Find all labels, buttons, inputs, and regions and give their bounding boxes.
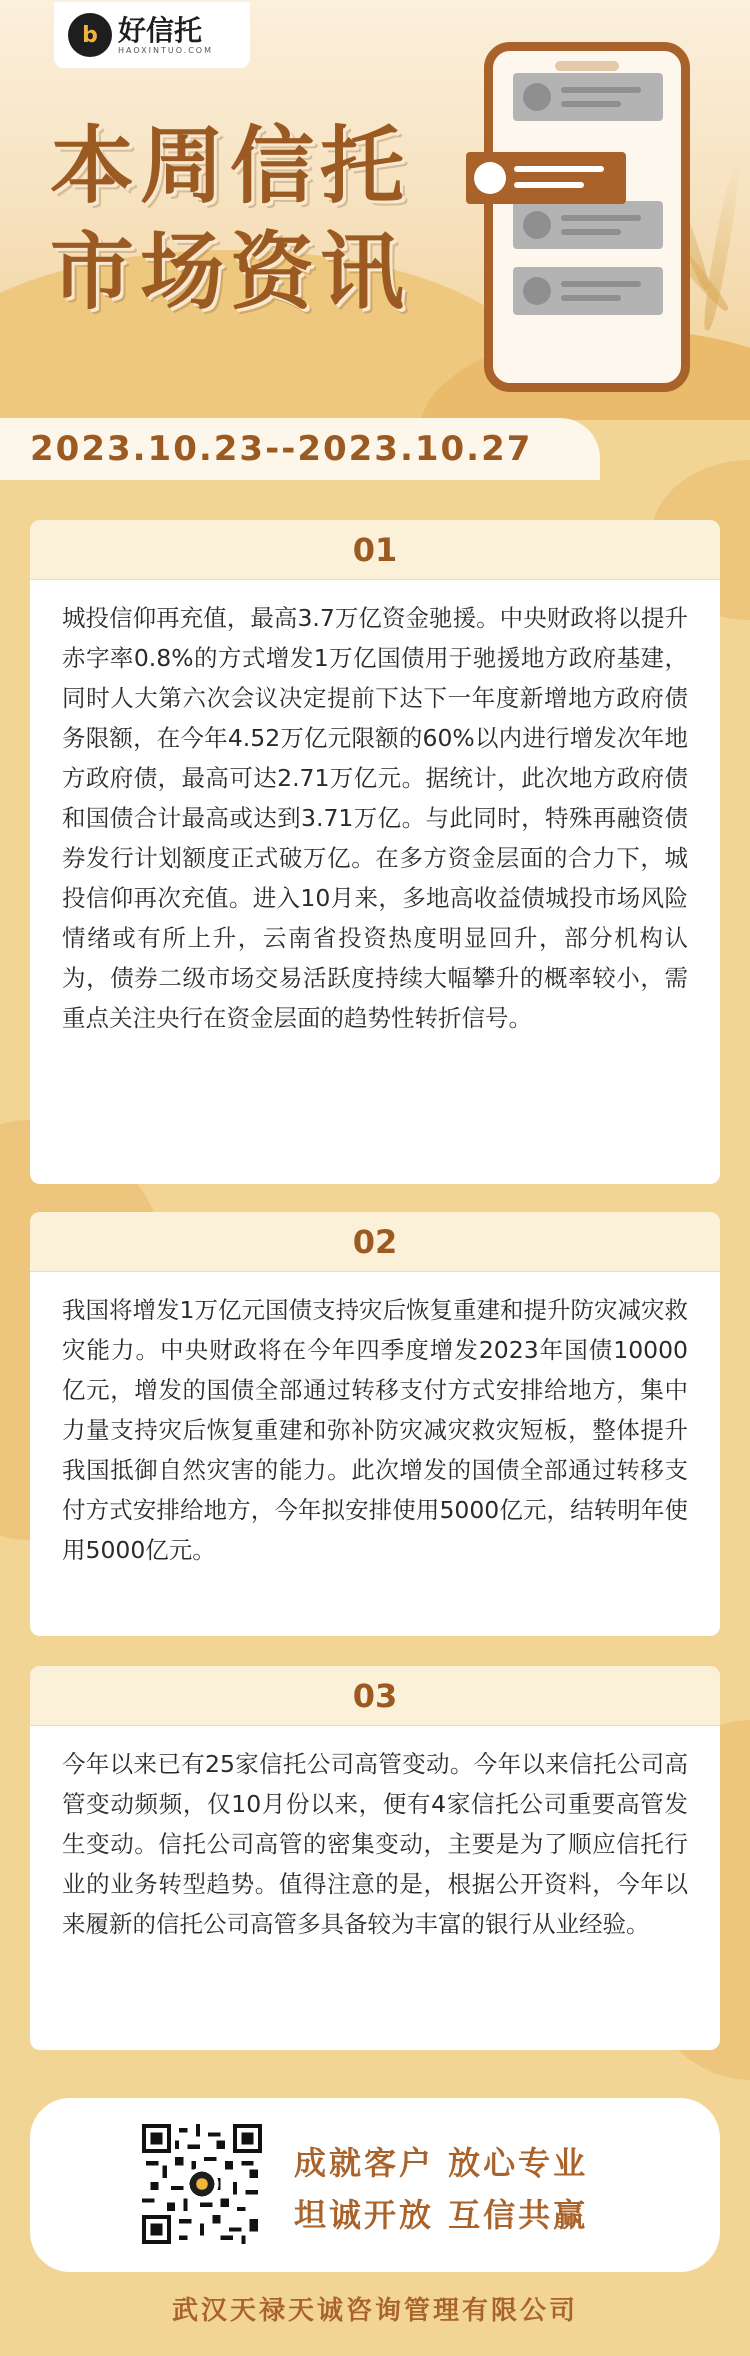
brand-url: HAOXINTUO.COM bbox=[118, 45, 213, 55]
phone-illustration-icon bbox=[484, 42, 690, 392]
brand-name: 好信托 bbox=[118, 13, 203, 47]
card-number: 03 bbox=[352, 1676, 398, 1715]
header-banner bbox=[0, 0, 750, 420]
logo-mark-icon: b bbox=[68, 13, 112, 57]
card-number: 02 bbox=[352, 1222, 398, 1261]
news-card-02 bbox=[30, 1212, 720, 1636]
page-title-line1: 本周信托 bbox=[50, 117, 411, 215]
card-header bbox=[30, 1212, 720, 1272]
card-header bbox=[30, 520, 720, 580]
slogan-line1: 成就客户 放心专业 bbox=[294, 2144, 589, 2182]
chat-bubble-icon bbox=[513, 267, 663, 315]
card-number: 01 bbox=[352, 530, 398, 569]
chat-bubble-highlight-icon bbox=[466, 152, 626, 204]
card-text: 今年以来已有25家信托公司高管变动。今年以来信托公司高管变动频频，仅10月份以来，便有4家信托公司重要高管发生变动。信托公司高管的密集变动，主要是为了顺应信托行业的业务转型趋势。值得注意的是，根据公开资料，今年以来履新的信托公司高管多具备较为丰富的银行从业经验。 bbox=[62, 1750, 688, 1938]
company-name: 武汉天禄天诚咨询管理有限公司 bbox=[171, 2296, 578, 2326]
qr-code-icon[interactable] bbox=[142, 2124, 262, 2244]
brand-logo[interactable] bbox=[54, 2, 250, 68]
date-range: 2023.10.23--2023.10.27 bbox=[30, 429, 533, 469]
chat-bubble-icon bbox=[513, 73, 663, 121]
slogan-line2: 坦诚开放 互信共赢 bbox=[294, 2196, 589, 2234]
date-ribbon bbox=[0, 418, 600, 480]
footer-card bbox=[30, 2098, 720, 2272]
card-text: 城投信仰再充值，最高3.7万亿资金驰援。中央财政将以提升赤字率0.8%的方式增发1万亿国债用于驰援地方政府基建，同时人大第六次会议决定提前下达下一年度新增地方政府债务限额，在今年4.52万亿元限额的60%以内进行增发次年地方政府债，最高可达2.71万亿元。据统计，此次地方政府债和国债合计最高或达到3.71万亿。与此同时，特殊再融资债券发行计划额度正式破万亿。在多方资金层面的合力下，城投信仰再次充值。进入10月来，多地高收益债城投市场风险情绪或有所上升，云南省投资热度明显回升，部分机构认为，债券二级市场交易活跃度持续大幅攀升的概率较小，需重点关注央行在资金层面的趋势性转折信号。 bbox=[62, 604, 688, 1032]
card-header bbox=[30, 1666, 720, 1726]
news-card-01 bbox=[30, 520, 720, 1184]
page-title-line2: 市场资讯 bbox=[50, 223, 411, 321]
chat-bubble-icon bbox=[513, 201, 663, 249]
phone-notch bbox=[555, 61, 619, 71]
news-card-03 bbox=[30, 1666, 720, 2050]
card-text: 我国将增发1万亿元国债支持灾后恢复重建和提升防灾减灾救灾能力。中央财政将在今年四季度增发2023年国债10000亿元，增发的国债全部通过转移支付方式安排给地方，集中力量支持灾后恢复重建和弥补防灾减灾救灾短板，整体提升我国抵御自然灾害的能力。此次增发的国债全部通过转移支付方式安排给地方，今年拟安排使用5000亿元，结转明年使用5000亿元。 bbox=[62, 1296, 688, 1564]
